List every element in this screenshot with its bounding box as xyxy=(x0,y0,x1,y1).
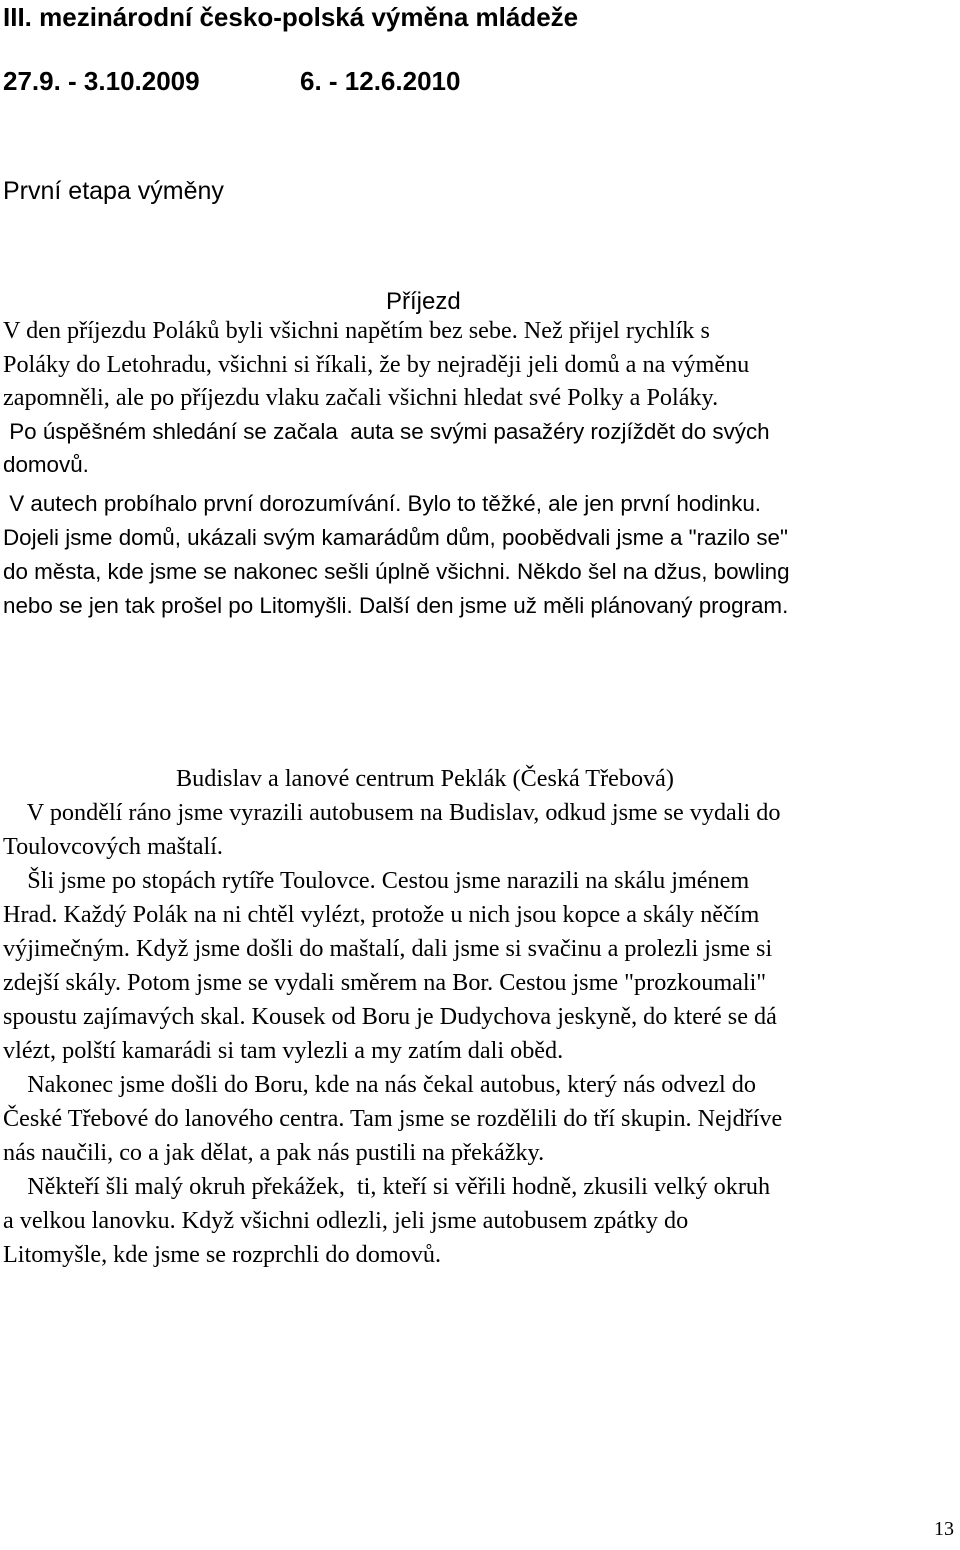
arrival-line: V den příjezdu Poláků byli všichni napětím bez sebe. Než přijel rychlík s xyxy=(3,317,710,344)
budislav-line: Hrad. Každý Polák na ni chtěl vylézt, protože u nich jsou kopce a skály něčím xyxy=(3,901,760,928)
arrival-line: domovů. xyxy=(3,452,89,477)
budislav-line: a velkou lanovku. Když všichni odlezli, jeli jsme autobusem zpátky do xyxy=(3,1207,689,1234)
arrival-line: Po úspěšném shledání se začala auta se svými pasažéry rozjíždět do svých xyxy=(3,419,770,444)
arrival-line: zapomněli, ale po příjezdu vlaku začali všichni hledat své Polky a Poláky. xyxy=(3,384,719,411)
budislav-line: nás naučili, co a jak dělat, a pak nás pustili na překážky. xyxy=(3,1139,545,1166)
date-second-stage: 6. - 12.6.2010 xyxy=(300,66,461,96)
arrival-line: nebo se jen tak prošel po Litomyšli. Další den jsme už měli plánovaný program. xyxy=(3,593,789,618)
budislav-line: zdejší skály. Potom jsme se vydali směrem na Bor. Cestou jsme "prozkoumali" xyxy=(3,969,767,996)
document-title: III. mezinárodní česko-polská výměna mládeže xyxy=(3,2,579,32)
budislav-line: Někteří šli malý okruh překážek, ti, kteří si věřili hodně, zkusili velký okruh xyxy=(3,1173,771,1200)
budislav-line: Nakonec jsme došli do Boru, kde na nás čekal autobus, který nás odvezl do xyxy=(3,1071,756,1098)
budislav-line: spoustu zajímavých skal. Kousek od Boru je Dudychova jeskyně, do které se dá xyxy=(3,1003,777,1030)
date-first-stage: 27.9. - 3.10.2009 xyxy=(3,66,200,96)
page-number: 13 xyxy=(934,1518,954,1540)
arrival-heading: Příjezd xyxy=(386,288,461,315)
budislav-line: Litomyšle, kde jsme se rozprchli do domovů. xyxy=(3,1241,441,1268)
budislav-line: výjimečným. Když jsme došli do maštalí, dali jsme si svačinu a prolezli jsme si xyxy=(3,935,773,962)
stage-title: První etapa výměny xyxy=(3,177,224,205)
arrival-line: do města, kde jsme se nakonec sešli úplně všichni. Někdo šel na džus, bowling xyxy=(3,559,790,584)
arrival-line: V autech probíhalo první dorozumívání. Bylo to těžké, ale jen první hodinku. xyxy=(3,491,761,516)
budislav-line: V pondělí ráno jsme vyrazili autobusem na Budislav, odkud jsme se vydali do xyxy=(3,799,781,826)
budislav-line: Toulovcových maštalí. xyxy=(3,833,223,860)
arrival-line: Dojeli jsme domů, ukázali svým kamarádům dům, poobědvali jsme a "razilo se" xyxy=(3,525,788,550)
budislav-heading: Budislav a lanové centrum Peklák (Česká Třebová) xyxy=(176,765,674,792)
budislav-line: Šli jsme po stopách rytíře Toulovce. Cestou jsme narazili na skálu jménem xyxy=(3,867,750,894)
budislav-line: České Třebové do lanového centra. Tam jsme se rozdělili do tří skupin. Nejdříve xyxy=(3,1105,783,1132)
arrival-line: Poláky do Letohradu, všichni si říkali, že by nejraději jeli domů a na výměnu xyxy=(3,351,750,378)
budislav-line: vlézt, polští kamarádi si tam vylezli a my zatím dali oběd. xyxy=(3,1037,564,1064)
